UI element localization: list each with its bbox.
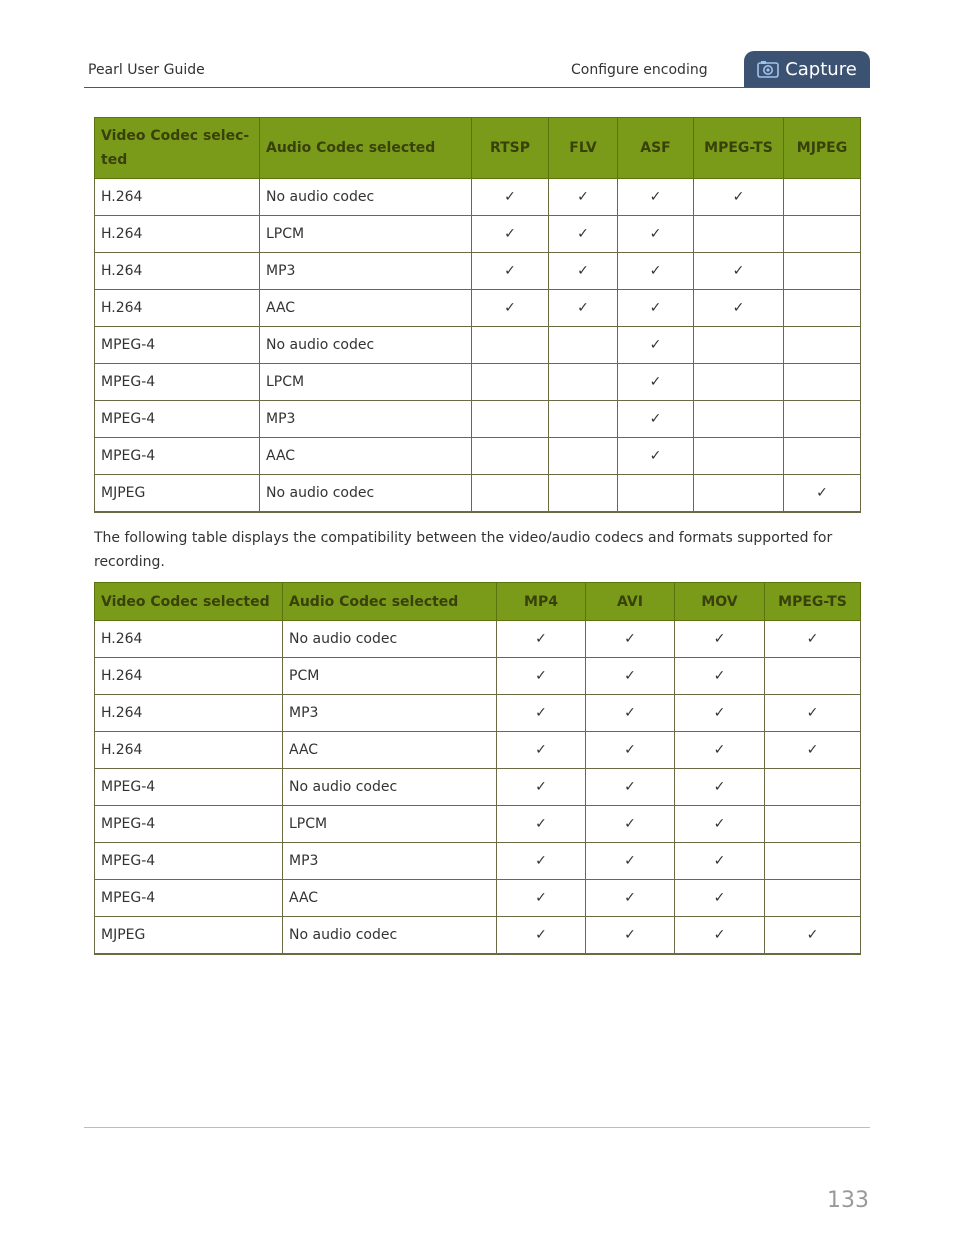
table-row bbox=[95, 695, 861, 732]
column-header-video-codec: Video Codec selected bbox=[95, 583, 283, 621]
checkmark-icon: ✓ bbox=[675, 843, 765, 880]
checkmark-icon bbox=[549, 364, 618, 401]
checkmark-icon: ✓ bbox=[472, 253, 549, 290]
audio-codec-cell: AAC bbox=[260, 290, 472, 327]
column-header-mov: MOV bbox=[675, 583, 765, 621]
checkmark-icon: ✓ bbox=[765, 732, 861, 769]
table-row bbox=[95, 769, 861, 806]
checkmark-icon bbox=[784, 253, 861, 290]
audio-codec-cell: No audio codec bbox=[260, 327, 472, 364]
checkmark-icon bbox=[784, 179, 861, 216]
column-header-mp4: MP4 bbox=[497, 583, 586, 621]
checkmark-icon: ✓ bbox=[675, 732, 765, 769]
video-codec-cell: MPEG-4 bbox=[95, 401, 260, 438]
footer-divider bbox=[84, 1127, 870, 1128]
audio-codec-cell: LPCM bbox=[260, 216, 472, 253]
checkmark-icon bbox=[472, 475, 549, 513]
audio-codec-cell: MP3 bbox=[260, 401, 472, 438]
checkmark-icon: ✓ bbox=[497, 658, 586, 695]
checkmark-icon bbox=[694, 401, 784, 438]
checkmark-icon: ✓ bbox=[675, 621, 765, 658]
checkmark-icon: ✓ bbox=[675, 769, 765, 806]
table-row bbox=[95, 621, 861, 658]
checkmark-icon: ✓ bbox=[675, 806, 765, 843]
audio-codec-cell: LPCM bbox=[260, 364, 472, 401]
audio-codec-cell: No audio codec bbox=[260, 475, 472, 513]
page-number: 133 bbox=[827, 1188, 869, 1213]
video-codec-cell: H.264 bbox=[95, 216, 260, 253]
table-row bbox=[95, 364, 861, 401]
checkmark-icon bbox=[694, 364, 784, 401]
video-codec-cell: MPEG-4 bbox=[95, 843, 283, 880]
checkmark-icon: ✓ bbox=[497, 621, 586, 658]
checkmark-icon bbox=[549, 401, 618, 438]
checkmark-icon: ✓ bbox=[618, 290, 694, 327]
video-codec-cell: MPEG-4 bbox=[95, 327, 260, 364]
column-header-video-codec: Video Codec selec-ted bbox=[95, 118, 260, 179]
video-codec-cell: H.264 bbox=[95, 253, 260, 290]
checkmark-icon: ✓ bbox=[618, 253, 694, 290]
checkmark-icon: ✓ bbox=[472, 179, 549, 216]
checkmark-icon bbox=[472, 327, 549, 364]
checkmark-icon: ✓ bbox=[618, 364, 694, 401]
video-codec-cell: MJPEG bbox=[95, 475, 260, 513]
checkmark-icon: ✓ bbox=[675, 917, 765, 955]
column-header-mjpeg: MJPEG bbox=[784, 118, 861, 179]
checkmark-icon bbox=[472, 364, 549, 401]
checkmark-icon: ✓ bbox=[586, 658, 675, 695]
section-title: Configure encoding bbox=[571, 62, 708, 78]
capture-tab[interactable] bbox=[744, 51, 870, 87]
audio-codec-cell: MP3 bbox=[283, 695, 497, 732]
column-header-audio-codec: Audio Codec selected bbox=[283, 583, 497, 621]
table-row bbox=[95, 327, 861, 364]
table-row bbox=[95, 401, 861, 438]
checkmark-icon: ✓ bbox=[618, 179, 694, 216]
table-row bbox=[95, 843, 861, 880]
checkmark-icon bbox=[549, 475, 618, 513]
checkmark-icon: ✓ bbox=[586, 880, 675, 917]
checkmark-icon: ✓ bbox=[675, 880, 765, 917]
audio-codec-cell: AAC bbox=[260, 438, 472, 475]
checkmark-icon: ✓ bbox=[618, 327, 694, 364]
audio-codec-cell: LPCM bbox=[283, 806, 497, 843]
video-codec-cell: H.264 bbox=[95, 658, 283, 695]
camera-icon bbox=[757, 60, 779, 78]
checkmark-icon bbox=[784, 216, 861, 253]
checkmark-icon bbox=[765, 806, 861, 843]
checkmark-icon: ✓ bbox=[784, 475, 861, 513]
checkmark-icon: ✓ bbox=[765, 695, 861, 732]
column-header-mpeg-ts: MPEG-TS bbox=[694, 118, 784, 179]
table-header-row bbox=[95, 583, 861, 621]
checkmark-icon bbox=[694, 475, 784, 513]
checkmark-icon: ✓ bbox=[675, 658, 765, 695]
checkmark-icon bbox=[472, 401, 549, 438]
table-row bbox=[95, 880, 861, 917]
checkmark-icon bbox=[784, 438, 861, 475]
audio-codec-cell: No audio codec bbox=[283, 621, 497, 658]
checkmark-icon: ✓ bbox=[497, 917, 586, 955]
checkmark-icon: ✓ bbox=[586, 732, 675, 769]
table-row bbox=[95, 806, 861, 843]
checkmark-icon bbox=[765, 769, 861, 806]
column-header-audio-codec: Audio Codec selected bbox=[260, 118, 472, 179]
checkmark-icon: ✓ bbox=[765, 621, 861, 658]
video-codec-cell: MPEG-4 bbox=[95, 769, 283, 806]
checkmark-icon bbox=[784, 327, 861, 364]
audio-codec-cell: No audio codec bbox=[260, 179, 472, 216]
audio-codec-cell: MP3 bbox=[260, 253, 472, 290]
recording-compatibility-table bbox=[94, 582, 861, 955]
column-header-mpeg-ts: MPEG-TS bbox=[765, 583, 861, 621]
checkmark-icon bbox=[618, 475, 694, 513]
checkmark-icon: ✓ bbox=[618, 438, 694, 475]
checkmark-icon: ✓ bbox=[586, 917, 675, 955]
checkmark-icon: ✓ bbox=[472, 216, 549, 253]
table-row bbox=[95, 179, 861, 216]
table-row bbox=[95, 216, 861, 253]
checkmark-icon: ✓ bbox=[472, 290, 549, 327]
table-row bbox=[95, 438, 861, 475]
audio-codec-cell: AAC bbox=[283, 732, 497, 769]
guide-title: Pearl User Guide bbox=[88, 62, 205, 78]
checkmark-icon: ✓ bbox=[694, 290, 784, 327]
checkmark-icon: ✓ bbox=[497, 695, 586, 732]
video-codec-cell: H.264 bbox=[95, 732, 283, 769]
recording-intro-text: The following table displays the compatibility between the video/audio codecs and formats supported for recording. bbox=[94, 530, 833, 570]
video-codec-cell: H.264 bbox=[95, 290, 260, 327]
audio-codec-cell: No audio codec bbox=[283, 917, 497, 955]
checkmark-icon bbox=[694, 216, 784, 253]
column-header-avi: AVI bbox=[586, 583, 675, 621]
checkmark-icon: ✓ bbox=[497, 769, 586, 806]
video-codec-cell: H.264 bbox=[95, 695, 283, 732]
checkmark-icon: ✓ bbox=[694, 179, 784, 216]
checkmark-icon bbox=[765, 880, 861, 917]
checkmark-icon: ✓ bbox=[549, 253, 618, 290]
checkmark-icon: ✓ bbox=[618, 216, 694, 253]
column-header-rtsp: RTSP bbox=[472, 118, 549, 179]
column-header-asf: ASF bbox=[618, 118, 694, 179]
video-codec-cell: MPEG-4 bbox=[95, 880, 283, 917]
table-row bbox=[95, 658, 861, 695]
checkmark-icon bbox=[784, 364, 861, 401]
checkmark-icon: ✓ bbox=[549, 290, 618, 327]
checkmark-icon: ✓ bbox=[586, 769, 675, 806]
capture-tab-label: Capture bbox=[785, 58, 857, 80]
checkmark-icon bbox=[784, 290, 861, 327]
video-codec-cell: H.264 bbox=[95, 621, 283, 658]
table-row bbox=[95, 253, 861, 290]
table-row bbox=[95, 290, 861, 327]
checkmark-icon bbox=[549, 327, 618, 364]
checkmark-icon: ✓ bbox=[586, 843, 675, 880]
checkmark-icon: ✓ bbox=[675, 695, 765, 732]
video-codec-cell: MPEG-4 bbox=[95, 806, 283, 843]
streaming-compatibility-table bbox=[94, 117, 861, 513]
audio-codec-cell: No audio codec bbox=[283, 769, 497, 806]
table-row bbox=[95, 475, 861, 513]
audio-codec-cell: AAC bbox=[283, 880, 497, 917]
checkmark-icon bbox=[765, 843, 861, 880]
video-codec-cell: MJPEG bbox=[95, 917, 283, 955]
page-header bbox=[84, 50, 870, 88]
checkmark-icon bbox=[472, 438, 549, 475]
checkmark-icon: ✓ bbox=[586, 695, 675, 732]
video-codec-cell: MPEG-4 bbox=[95, 438, 260, 475]
table-row bbox=[95, 917, 861, 955]
checkmark-icon: ✓ bbox=[497, 806, 586, 843]
checkmark-icon bbox=[694, 438, 784, 475]
checkmark-icon bbox=[765, 658, 861, 695]
checkmark-icon: ✓ bbox=[618, 401, 694, 438]
checkmark-icon: ✓ bbox=[549, 179, 618, 216]
checkmark-icon: ✓ bbox=[586, 806, 675, 843]
checkmark-icon: ✓ bbox=[497, 732, 586, 769]
table-header-row bbox=[95, 118, 861, 179]
checkmark-icon: ✓ bbox=[497, 880, 586, 917]
audio-codec-cell: MP3 bbox=[283, 843, 497, 880]
checkmark-icon bbox=[549, 438, 618, 475]
column-header-flv: FLV bbox=[549, 118, 618, 179]
video-codec-cell: MPEG-4 bbox=[95, 364, 260, 401]
checkmark-icon: ✓ bbox=[497, 843, 586, 880]
checkmark-icon bbox=[694, 327, 784, 364]
checkmark-icon: ✓ bbox=[694, 253, 784, 290]
checkmark-icon bbox=[784, 401, 861, 438]
table-row bbox=[95, 732, 861, 769]
checkmark-icon: ✓ bbox=[765, 917, 861, 955]
video-codec-cell: H.264 bbox=[95, 179, 260, 216]
checkmark-icon: ✓ bbox=[549, 216, 618, 253]
checkmark-icon: ✓ bbox=[586, 621, 675, 658]
audio-codec-cell: PCM bbox=[283, 658, 497, 695]
